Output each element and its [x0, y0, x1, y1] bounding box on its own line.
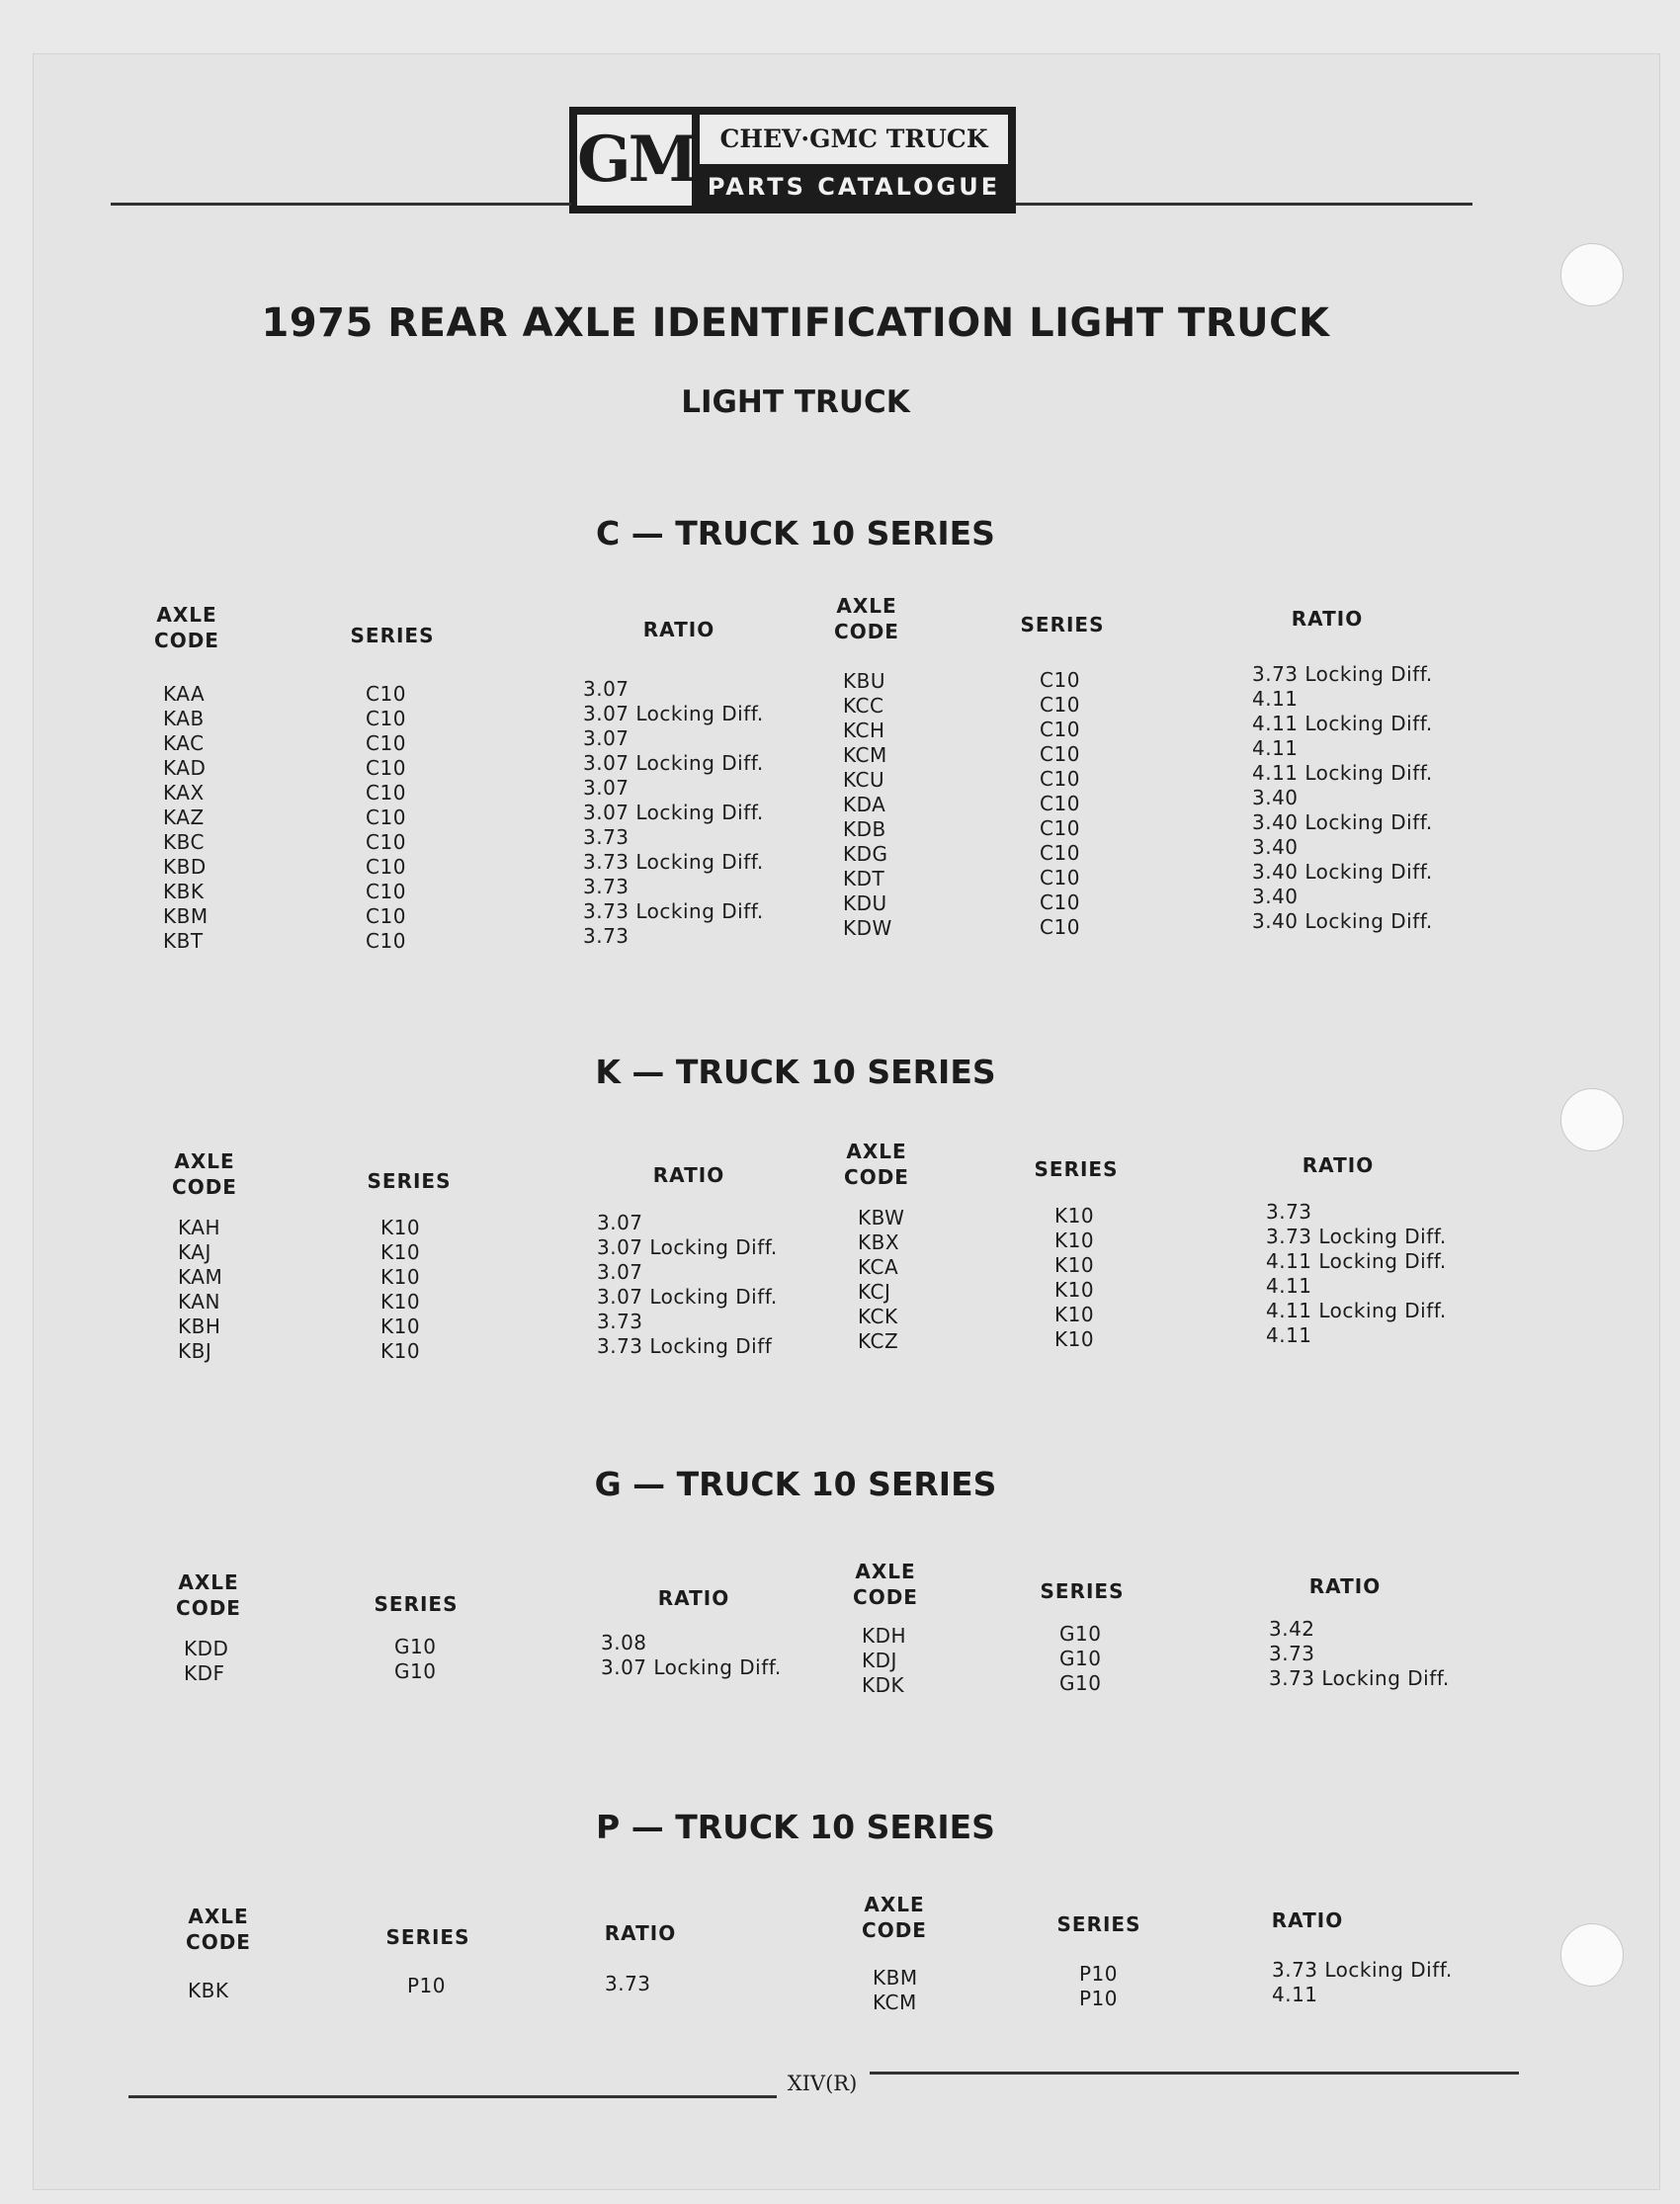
- header-rule-right: [1016, 203, 1472, 206]
- ratio-cell: 3.73: [583, 825, 630, 849]
- series-cell: C10: [366, 682, 406, 706]
- axle-code-cell: KDG: [843, 842, 888, 866]
- header-axle-code: AXLE CODE: [172, 1149, 237, 1199]
- logo-top-text: CHEV·GMC TRUCK: [700, 115, 1008, 164]
- axle-code-cell: KDF: [184, 1661, 225, 1685]
- ratio-cell: 3.73: [1266, 1200, 1312, 1224]
- ratio-cell: 3.73 Locking Diff.: [583, 899, 764, 923]
- axle-code-cell: KDK: [862, 1673, 905, 1697]
- series-cell: G10: [394, 1659, 437, 1683]
- axle-code-cell: KBM: [873, 1966, 918, 1990]
- binder-hole: [1560, 243, 1624, 306]
- axle-code-cell: KCC: [843, 694, 884, 718]
- series-cell: C10: [366, 830, 406, 854]
- axle-code-cell: KCU: [843, 768, 885, 792]
- series-cell: C10: [366, 707, 406, 730]
- ratio-cell: 3.07 Locking Diff.: [597, 1235, 778, 1259]
- series-cell: G10: [1059, 1647, 1102, 1670]
- ratio-cell: 3.07 Locking Diff.: [583, 702, 764, 725]
- series-cell: P10: [1079, 1987, 1119, 2010]
- header-ratio: RATIO: [1271, 1908, 1344, 1932]
- ratio-cell: 3.40 Locking Diff.: [1252, 860, 1433, 884]
- p-right-ratio-column: [1272, 1958, 1453, 2007]
- series-cell: K10: [1054, 1278, 1095, 1302]
- axle-code-cell: KCZ: [858, 1329, 899, 1353]
- axle-code-cell: KAB: [163, 707, 205, 730]
- header-ratio: RATIO: [604, 1921, 677, 1945]
- section-title-k-truck: K — TRUCK 10 SERIES: [595, 1053, 996, 1091]
- ratio-cell: 4.11 Locking Diff.: [1252, 712, 1433, 735]
- ratio-cell: 3.73 Locking Diff.: [1272, 1958, 1453, 1982]
- axle-code-cell: KDU: [843, 891, 887, 915]
- series-cell: C10: [1040, 767, 1080, 791]
- ratio-cell: 3.73: [583, 875, 630, 898]
- ratio-cell: 3.07 Locking Diff.: [583, 751, 764, 775]
- footer-rule-right: [870, 2072, 1519, 2075]
- series-cell: K10: [1054, 1327, 1095, 1351]
- series-cell: C10: [366, 855, 406, 879]
- header-axle-code: AXLE CODE: [834, 594, 899, 643]
- ratio-cell: 3.07: [583, 726, 630, 750]
- series-cell: C10: [1040, 718, 1080, 741]
- header-axle-code: AXLE CODE: [154, 603, 219, 652]
- page-title: 1975 REAR AXLE IDENTIFICATION LIGHT TRUCK: [261, 300, 1330, 346]
- ratio-cell: 3.73 Locking Diff.: [1252, 662, 1433, 686]
- axle-code-cell: KBX: [858, 1230, 900, 1254]
- axle-code-cell: KDB: [843, 817, 886, 841]
- header-axle-code: AXLE CODE: [853, 1560, 918, 1609]
- header-rule-left: [111, 203, 571, 206]
- axle-code-cell: KAD: [163, 756, 207, 780]
- ratio-cell: 4.11 Locking Diff.: [1252, 761, 1433, 785]
- binder-hole: [1560, 1923, 1624, 1987]
- k-right-series-column: [1054, 1204, 1094, 1352]
- series-cell: G10: [394, 1635, 437, 1658]
- series-cell: C10: [366, 880, 406, 903]
- ratio-cell: 3.40 Locking Diff.: [1252, 810, 1433, 834]
- axle-code-cell: KCH: [843, 719, 885, 742]
- header-ratio: RATIO: [642, 618, 715, 641]
- ratio-cell: 3.07 Locking Diff.: [583, 801, 764, 824]
- axle-code-cell: KCM: [873, 1991, 917, 2014]
- series-cell: C10: [1040, 866, 1080, 890]
- series-cell: K10: [380, 1265, 421, 1289]
- g-left-ratio-column: [601, 1631, 782, 1680]
- p-right-series-column: [1079, 1962, 1118, 2011]
- ratio-cell: 3.08: [601, 1631, 647, 1654]
- axle-code-cell: KBK: [188, 1979, 229, 2002]
- axle-code-cell: KDJ: [862, 1649, 897, 1672]
- c-left-code-column: [163, 682, 209, 954]
- series-cell: K10: [1054, 1204, 1095, 1228]
- axle-code-cell: KDD: [184, 1637, 229, 1660]
- header-ratio: RATIO: [657, 1586, 730, 1610]
- header-series: SERIES: [350, 624, 435, 647]
- c-right-code-column: [843, 669, 892, 941]
- series-cell: C10: [366, 756, 406, 780]
- header-series: SERIES: [374, 1592, 459, 1616]
- axle-code-cell: KAM: [178, 1265, 223, 1289]
- series-cell: C10: [366, 904, 406, 928]
- ratio-cell: 3.73: [583, 924, 630, 948]
- k-left-ratio-column: [597, 1211, 778, 1359]
- footer-rule-left: [128, 2095, 777, 2098]
- ratio-cell: 3.73 Locking Diff.: [1269, 1666, 1450, 1690]
- section-title-p-truck: P — TRUCK 10 SERIES: [596, 1808, 995, 1846]
- ratio-cell: 3.40 Locking Diff.: [1252, 909, 1433, 933]
- ratio-cell: 3.73: [597, 1310, 643, 1333]
- ratio-cell: 3.73 Locking Diff: [597, 1334, 773, 1358]
- series-cell: C10: [1040, 915, 1080, 939]
- series-cell: K10: [1054, 1253, 1095, 1277]
- g-right-series-column: [1059, 1622, 1101, 1696]
- axle-code-cell: KBD: [163, 855, 207, 879]
- g-left-code-column: [184, 1637, 228, 1686]
- section-title-g-truck: G — TRUCK 10 SERIES: [594, 1465, 997, 1503]
- ratio-cell: 3.42: [1269, 1617, 1315, 1641]
- page-number: XIV(R): [787, 2072, 858, 2095]
- ratio-cell: 3.40: [1252, 835, 1299, 859]
- axle-code-cell: KCM: [843, 743, 887, 767]
- series-cell: C10: [1040, 841, 1080, 865]
- header-axle-code: AXLE CODE: [186, 1905, 251, 1954]
- gm-parts-catalogue-logo: [569, 107, 1016, 213]
- header-series: SERIES: [1034, 1157, 1119, 1181]
- header-series: SERIES: [367, 1169, 452, 1193]
- c-left-series-column: [366, 682, 406, 954]
- axle-code-cell: KDT: [843, 867, 885, 890]
- series-cell: K10: [1054, 1229, 1095, 1252]
- series-cell: C10: [1040, 668, 1080, 692]
- logo-bottom-text: PARTS CATALOGUE: [707, 173, 1001, 201]
- k-right-ratio-column: [1266, 1200, 1447, 1348]
- axle-code-cell: KBW: [858, 1206, 905, 1229]
- ratio-cell: 3.07: [597, 1260, 643, 1284]
- axle-code-cell: KBC: [163, 830, 205, 854]
- ratio-cell: 4.11: [1266, 1323, 1312, 1347]
- ratio-cell: 3.40: [1252, 885, 1299, 908]
- axle-code-cell: KAN: [178, 1290, 220, 1314]
- axle-code-cell: KAJ: [178, 1240, 211, 1264]
- axle-code-cell: KAH: [178, 1216, 220, 1239]
- c-right-series-column: [1040, 668, 1080, 940]
- series-cell: C10: [366, 929, 406, 953]
- series-cell: C10: [366, 731, 406, 755]
- axle-code-cell: KBM: [163, 904, 209, 928]
- ratio-cell: 3.07: [583, 677, 630, 701]
- axle-code-cell: KBJ: [178, 1339, 212, 1363]
- ratio-cell: 4.11: [1266, 1274, 1312, 1298]
- axle-code-cell: KBH: [178, 1314, 221, 1338]
- axle-code-cell: KDA: [843, 793, 886, 816]
- axle-code-cell: KBT: [163, 929, 204, 953]
- header-series: SERIES: [1040, 1579, 1125, 1603]
- series-cell: K10: [380, 1339, 421, 1363]
- c-right-ratio-column: [1252, 662, 1433, 934]
- series-cell: G10: [1059, 1622, 1102, 1646]
- axle-code-cell: KCK: [858, 1305, 898, 1328]
- p-left-series-column: [407, 1974, 446, 1998]
- axle-code-cell: KBK: [163, 880, 205, 903]
- binder-hole: [1560, 1088, 1624, 1151]
- series-cell: P10: [1079, 1962, 1119, 1986]
- ratio-cell: 3.40: [1252, 786, 1299, 809]
- ratio-cell: 4.11: [1252, 687, 1299, 711]
- series-cell: K10: [1054, 1303, 1095, 1326]
- k-left-code-column: [178, 1216, 222, 1364]
- header-series: SERIES: [385, 1925, 470, 1949]
- header-axle-code: AXLE CODE: [862, 1893, 927, 1942]
- series-cell: C10: [1040, 890, 1080, 914]
- page-subtitle: LIGHT TRUCK: [681, 384, 910, 420]
- header-ratio: RATIO: [652, 1163, 725, 1187]
- header-axle-code: AXLE CODE: [176, 1570, 241, 1620]
- c-left-ratio-column: [583, 677, 764, 949]
- axle-code-cell: KDH: [862, 1624, 907, 1648]
- ratio-cell: 3.07 Locking Diff.: [597, 1285, 778, 1309]
- header-ratio: RATIO: [1302, 1153, 1375, 1177]
- series-cell: K10: [380, 1216, 421, 1239]
- series-cell: C10: [366, 781, 406, 805]
- k-right-code-column: [858, 1206, 904, 1354]
- axle-code-cell: KBU: [843, 669, 885, 693]
- ratio-cell: 4.11: [1252, 736, 1299, 760]
- axle-code-cell: KDW: [843, 916, 892, 940]
- p-left-code-column: [188, 1979, 228, 2003]
- header-series: SERIES: [1056, 1912, 1141, 1936]
- ratio-cell: 3.73 Locking Diff.: [1266, 1225, 1447, 1248]
- ratio-cell: 3.73 Locking Diff.: [583, 850, 764, 874]
- header-ratio: RATIO: [1291, 607, 1364, 631]
- series-cell: G10: [1059, 1671, 1102, 1695]
- header-ratio: RATIO: [1308, 1574, 1382, 1598]
- gm-logo-mark: GM: [577, 115, 692, 206]
- ratio-cell: 3.07: [583, 776, 630, 800]
- catalogue-page: [34, 54, 1659, 2189]
- ratio-cell: 3.73: [605, 1972, 651, 1995]
- ratio-cell: 4.11 Locking Diff.: [1266, 1249, 1447, 1273]
- ratio-cell: 3.07 Locking Diff.: [601, 1655, 782, 1679]
- k-left-series-column: [380, 1216, 420, 1364]
- axle-code-cell: KAX: [163, 781, 205, 805]
- axle-code-cell: KCA: [858, 1255, 899, 1279]
- p-left-ratio-column: [605, 1972, 651, 1996]
- axle-code-cell: KAC: [163, 731, 205, 755]
- ratio-cell: 3.07: [597, 1211, 643, 1234]
- axle-code-cell: KAA: [163, 682, 206, 706]
- series-cell: K10: [380, 1290, 421, 1314]
- g-left-series-column: [394, 1635, 436, 1684]
- ratio-cell: 4.11: [1272, 1983, 1318, 2006]
- series-cell: C10: [1040, 792, 1080, 815]
- series-cell: C10: [1040, 693, 1080, 717]
- section-title-c-truck: C — TRUCK 10 SERIES: [596, 514, 995, 552]
- header-axle-code: AXLE CODE: [844, 1140, 909, 1189]
- axle-code-cell: KAZ: [163, 805, 205, 829]
- g-right-code-column: [862, 1624, 906, 1698]
- p-right-code-column: [873, 1966, 918, 2015]
- ratio-cell: 4.11 Locking Diff.: [1266, 1299, 1447, 1322]
- series-cell: P10: [407, 1974, 447, 1997]
- series-cell: K10: [380, 1240, 421, 1264]
- axle-code-cell: KCJ: [858, 1280, 891, 1304]
- g-right-ratio-column: [1269, 1617, 1450, 1691]
- series-cell: K10: [380, 1314, 421, 1338]
- series-cell: C10: [1040, 742, 1080, 766]
- ratio-cell: 3.73: [1269, 1642, 1315, 1665]
- series-cell: C10: [366, 805, 406, 829]
- series-cell: C10: [1040, 816, 1080, 840]
- header-series: SERIES: [1020, 613, 1105, 636]
